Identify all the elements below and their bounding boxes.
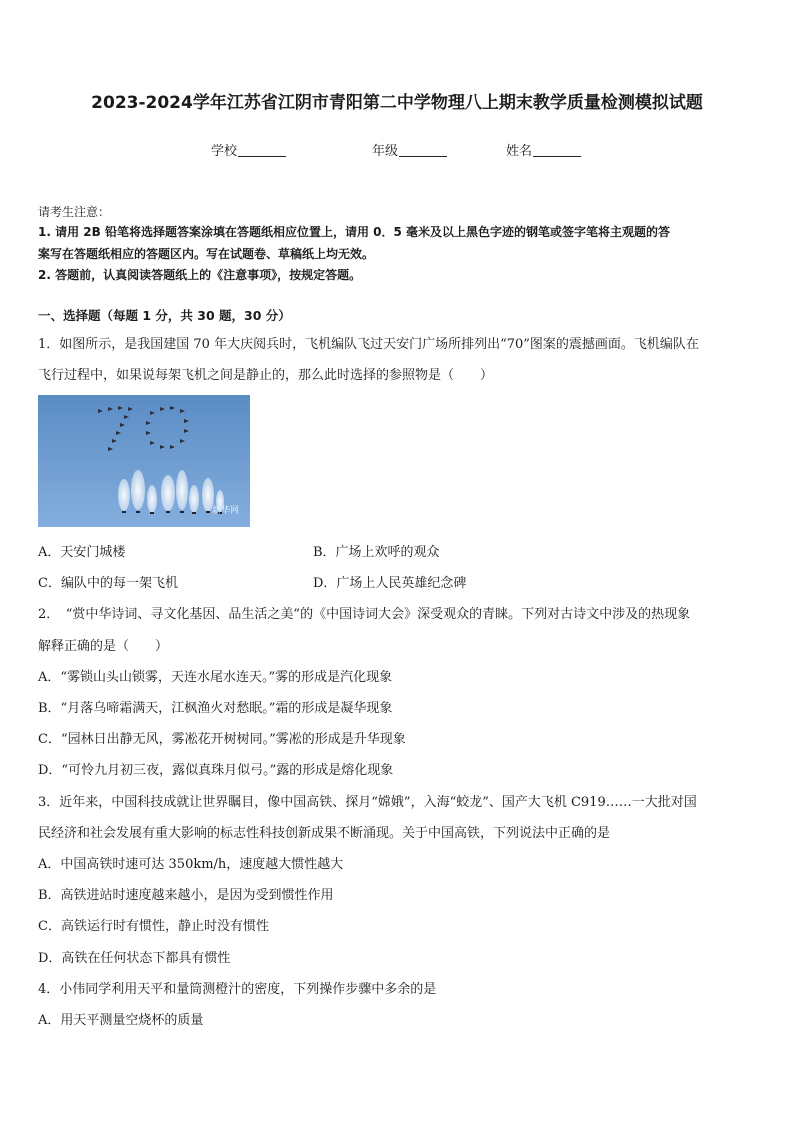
question-4-text: 4．小伟同学利用天平和量筒测橙汁的密度，下列操作步骤中多余的是 — [38, 982, 437, 997]
grade-blank[interactable] — [399, 144, 447, 157]
question-1-text-cont: 飞行过程中，如果说每架飞机之间是静止的，那么此时选择的参照物是（ ） — [38, 368, 494, 383]
question-2-option-a[interactable]: A．“雾锁山头山锁雾，天连水尾水连天。”雾的形成是汽化现象 — [38, 670, 393, 685]
question-3-option-c[interactable]: C．高铁运行时有惯性，静止时没有惯性 — [38, 919, 269, 934]
question-2-text-cont: 解释正确的是（ ） — [38, 639, 169, 654]
question-3-text-cont: 民经济和社会发展有重大影响的标志性科技创新成果不断涌现。关于中国高铁，下列说法中正确的是 — [38, 826, 611, 841]
question-3-option-a[interactable]: A．中国高铁时速可达 350km/h，速度越大惯性越大 — [38, 857, 344, 872]
watermark: 新华网 — [212, 506, 240, 516]
question-3-option-b[interactable]: B．高铁进站时速度越来越小，是因为受到惯性作用 — [38, 888, 334, 903]
name-field[interactable] — [506, 140, 581, 159]
question-1-text: 1．如图所示，是我国建国 70 年大庆阅兵时，飞机编队飞过天安门广场所排列出“70”图案的震撼画面。飞机编队在 — [38, 337, 699, 352]
exam-title: 2023-2024学年江苏省江阴市青阳第二中学物理八上期末教学质量检测模拟试题 — [91, 93, 703, 113]
question-3-option-d[interactable]: D．高铁在任何状态下都具有惯性 — [38, 951, 231, 966]
question-2-option-d[interactable]: D．“可怜九月初三夜，露似真珠月似弓。”露的形成是熔化现象 — [38, 763, 394, 778]
question-1-option-a[interactable]: A．天安门城楼 — [38, 545, 126, 560]
school-field[interactable] — [211, 140, 286, 159]
question-2-option-b[interactable]: B．“月落乌啼霜满天，江枫渔火对愁眠。”霜的形成是凝华现象 — [38, 701, 393, 716]
name-label: 姓名 — [506, 144, 533, 159]
school-label: 学校 — [211, 144, 238, 159]
notice-item-1: 1. 请用 2B 铅笔将选择题答案涂填在答题纸相应位置上，请用 0．5 毫米及以上黑色字迹的钢笔或签字笔将主观题的答 — [38, 225, 670, 239]
flypast-photo — [38, 395, 250, 527]
name-blank[interactable] — [533, 144, 581, 157]
question-2-text: 2． “赏中华诗词、寻文化基因、品生活之美”的《中国诗词大会》深受观众的青睐。下列对古诗文中涉及的热现象 — [38, 607, 691, 622]
flypast-photo-svg — [38, 395, 250, 527]
question-1-option-b[interactable]: B．广场上欢呼的观众 — [313, 545, 440, 560]
question-1-option-d[interactable]: D．广场上人民英雄纪念碑 — [313, 576, 467, 591]
grade-field[interactable] — [372, 140, 447, 159]
grade-label: 年级 — [372, 144, 399, 159]
notice-heading: 请考生注意： — [38, 205, 111, 219]
notice-item-2: 2. 答题前，认真阅读答题纸上的《注意事项》，按规定答题。 — [38, 268, 362, 282]
question-2-option-c[interactable]: C．“园林日出静无风，雾凇花开树树同。”雾凇的形成是升华现象 — [38, 732, 406, 747]
notice-item-1-cont: 案写在答题纸相应的答题区内。写在试题卷、草稿纸上均无效。 — [38, 247, 375, 261]
question-4-option-a[interactable]: A．用天平测量空烧杯的质量 — [38, 1013, 204, 1028]
school-blank[interactable] — [238, 144, 286, 157]
question-3-text: 3．近年来，中国科技成就让世界瞩目，像中国高铁、探月“嫦娥”，入海“蛟龙”、国产大飞机 C919……一大批对国 — [38, 795, 697, 810]
section-heading: 一、选择题（每题 1 分，共 30 题，30 分） — [38, 308, 291, 323]
question-1-option-c[interactable]: C．编队中的每一架飞机 — [38, 576, 178, 591]
